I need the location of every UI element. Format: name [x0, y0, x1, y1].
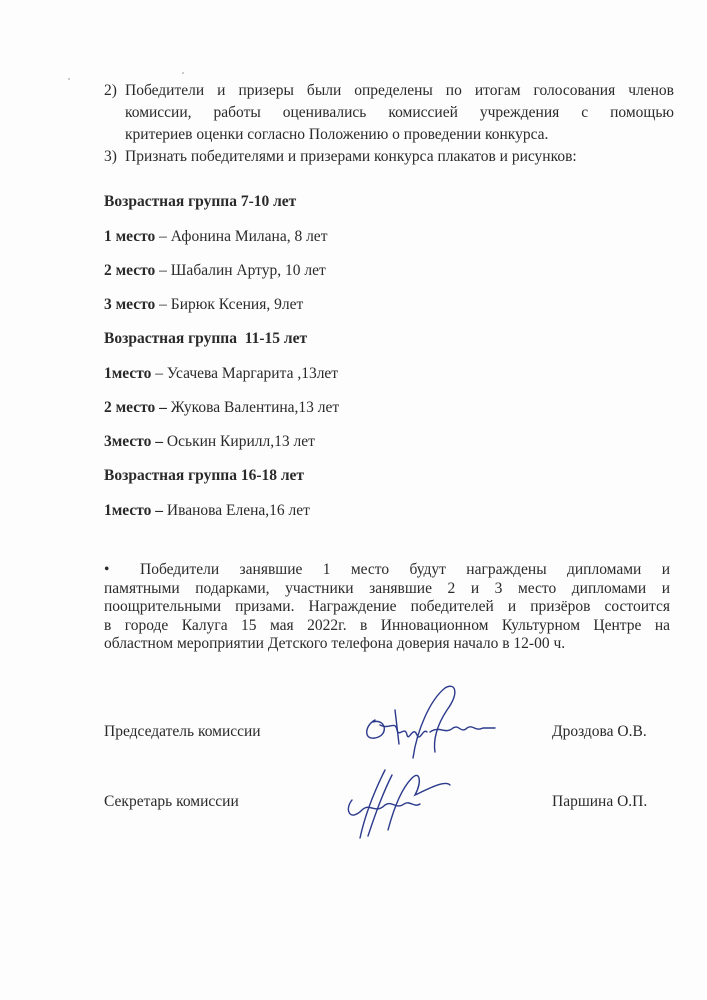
winner-entry — [104, 365, 338, 383]
winner-text: Иванова Елена,16 лет — [163, 502, 310, 519]
paragraph-line: поощрительными призами. Награждение победителей и призёров состоится — [104, 598, 670, 615]
place-label: 2 место — [104, 262, 156, 279]
place-label: 1место – — [104, 502, 164, 519]
age-group-heading: Возрастная группа 11-15 лет — [104, 330, 308, 347]
chairman-signature — [335, 680, 515, 770]
signatory-role: Председатель комиссии — [104, 723, 261, 740]
list-line: Признать победителями и призерами конкурса плакатов и рисунков: — [125, 148, 577, 165]
winner-text: – Усачева Маргарита ,13лет — [151, 365, 339, 382]
winner-text: – Шабалин Артур, 10 лет — [155, 262, 326, 279]
winner-text: Жукова Валентина,13 лет — [166, 399, 340, 416]
secretary-signature — [330, 760, 470, 840]
winner-entry — [104, 433, 315, 451]
signatory-role: Секретарь комиссии — [104, 793, 239, 810]
winner-text: Оськин Кирилл,13 лет — [163, 433, 315, 450]
place-label: 3 место — [104, 296, 156, 313]
list-line: Победители и призеры были определены по итогам голосования членов — [125, 82, 674, 99]
winner-entry — [104, 399, 339, 417]
age-group-heading: Возрастная группа 16-18 лет — [104, 467, 305, 484]
winner-entry — [104, 502, 310, 520]
signatory-name: Паршина О.П. — [552, 793, 648, 810]
bullet-icon: • — [104, 561, 110, 578]
winner-text: – Афонина Милана, 8 лет — [155, 228, 328, 245]
signatory-name: Дроздова О.В. — [552, 723, 647, 740]
age-group-heading: Возрастная группа 7-10 лет — [104, 193, 297, 210]
winner-entry — [104, 228, 327, 246]
paragraph-line: памятными подарками, участники занявшие 2 и 3 место дипломами и — [104, 579, 670, 597]
place-label: 3место – — [104, 433, 164, 450]
list-item-2 — [104, 80, 674, 146]
paragraph-line: в городе Калуга 15 мая 2022г. в Инновационном Культурном Центре на — [104, 616, 670, 634]
list-number: 2) — [104, 82, 117, 99]
list-item-3 — [104, 146, 674, 168]
award-paragraph — [104, 561, 670, 654]
place-label: 1место — [104, 365, 152, 382]
paragraph-line: областном мероприятии Детского телефона доверия начало в 12-00 ч. — [104, 635, 566, 652]
winner-entry — [104, 262, 326, 280]
list-line: критериев оценки согласно Положению о проведении конкурса. — [125, 126, 549, 143]
place-label: 2 место – — [104, 399, 167, 416]
winner-entry — [104, 296, 303, 314]
list-line: комиссии, работы оценивались комиссией учреждения с помощью — [125, 104, 674, 121]
scan-speck — [68, 78, 70, 80]
paragraph-line: • Победители занявшие 1 место будут награждены дипломами и — [104, 561, 670, 578]
list-number: 3) — [104, 148, 117, 165]
winner-text: – Бирюк Ксения, 9лет — [155, 296, 304, 313]
scan-speck — [182, 72, 184, 74]
place-label: 1 место — [104, 228, 156, 245]
